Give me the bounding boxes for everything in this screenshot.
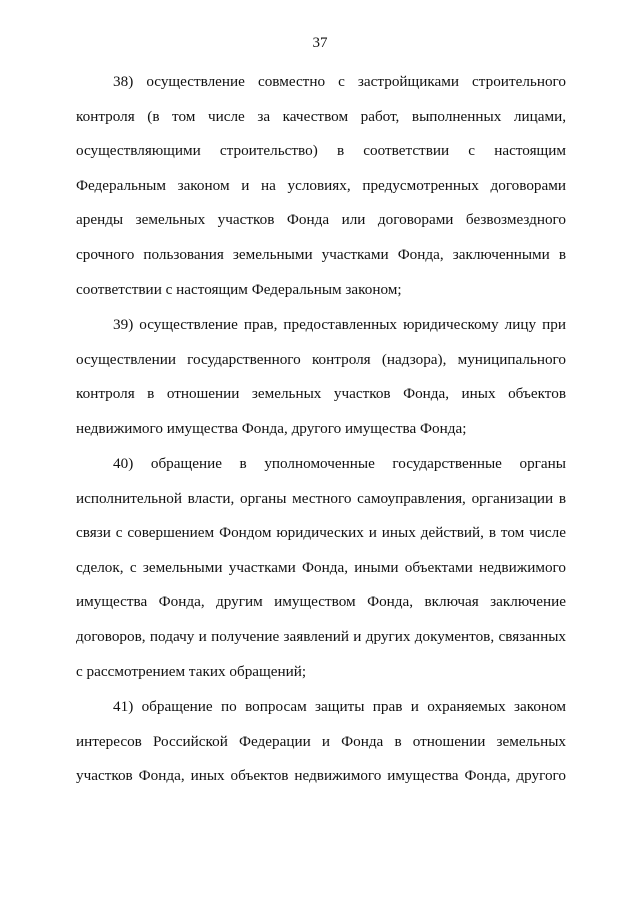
- page-number: 37: [312, 35, 328, 51]
- paragraph-line: 40) обращение в уполномоченные государственные органы: [113, 455, 566, 472]
- paragraph-line: контроля (в том числе за качеством работ, выполненных лицами,: [76, 107, 566, 125]
- paragraph-line: связи с совершением Фондом юридических и иных действий, в том числе: [76, 524, 566, 542]
- paragraph-39: [76, 308, 566, 446]
- paragraph-line: участков Фонда, иных объектов недвижимого имущества Фонда, другого: [76, 767, 566, 785]
- paragraph-line: 38) осуществление совместно с застройщиками строительного: [113, 73, 566, 90]
- paragraph-38: [76, 65, 566, 307]
- paragraph-line: интересов Российской Федерации и Фонда в отношении земельных: [76, 732, 566, 750]
- paragraph-line: осуществляющими строительство) в соответствии с настоящим: [76, 142, 566, 160]
- paragraph-line: сделок, с земельными участками Фонда, иными объектами недвижимого: [76, 558, 566, 576]
- paragraph-line: договоров, подачу и получение заявлений и других документов, связанных: [76, 627, 566, 645]
- paragraph-line: недвижимого имущества Фонда, другого имущества Фонда;: [76, 419, 467, 437]
- paragraph-line: соответствии с настоящим Федеральным законом;: [76, 280, 402, 298]
- paragraph-line: исполнительной власти, органы местного самоуправления, организации в: [76, 489, 566, 507]
- paragraph-line: контроля в отношении земельных участков Фонда, иных объектов: [76, 385, 566, 403]
- paragraph-line: аренды земельных участков Фонда или договорами безвозмездного: [76, 211, 566, 229]
- paragraph-line: срочного пользования земельными участками Фонда, заключенными в: [76, 245, 566, 263]
- paragraph-41: [76, 690, 566, 794]
- paragraph-line: Федеральным законом и на условиях, предусмотренных договорами: [76, 176, 566, 194]
- paragraph-line: 39) осуществление прав, предоставленных юридическому лицу при: [113, 316, 566, 333]
- paragraph-line: с рассмотрением таких обращений;: [76, 662, 307, 680]
- paragraph-line: имущества Фонда, другим имуществом Фонда, включая заключение: [76, 593, 566, 611]
- paragraph-40: [76, 447, 566, 689]
- paragraph-line: 41) обращение по вопросам защиты прав и охраняемых законом: [113, 698, 566, 715]
- paragraph-line: осуществлении государственного контроля (надзора), муниципального: [76, 350, 566, 368]
